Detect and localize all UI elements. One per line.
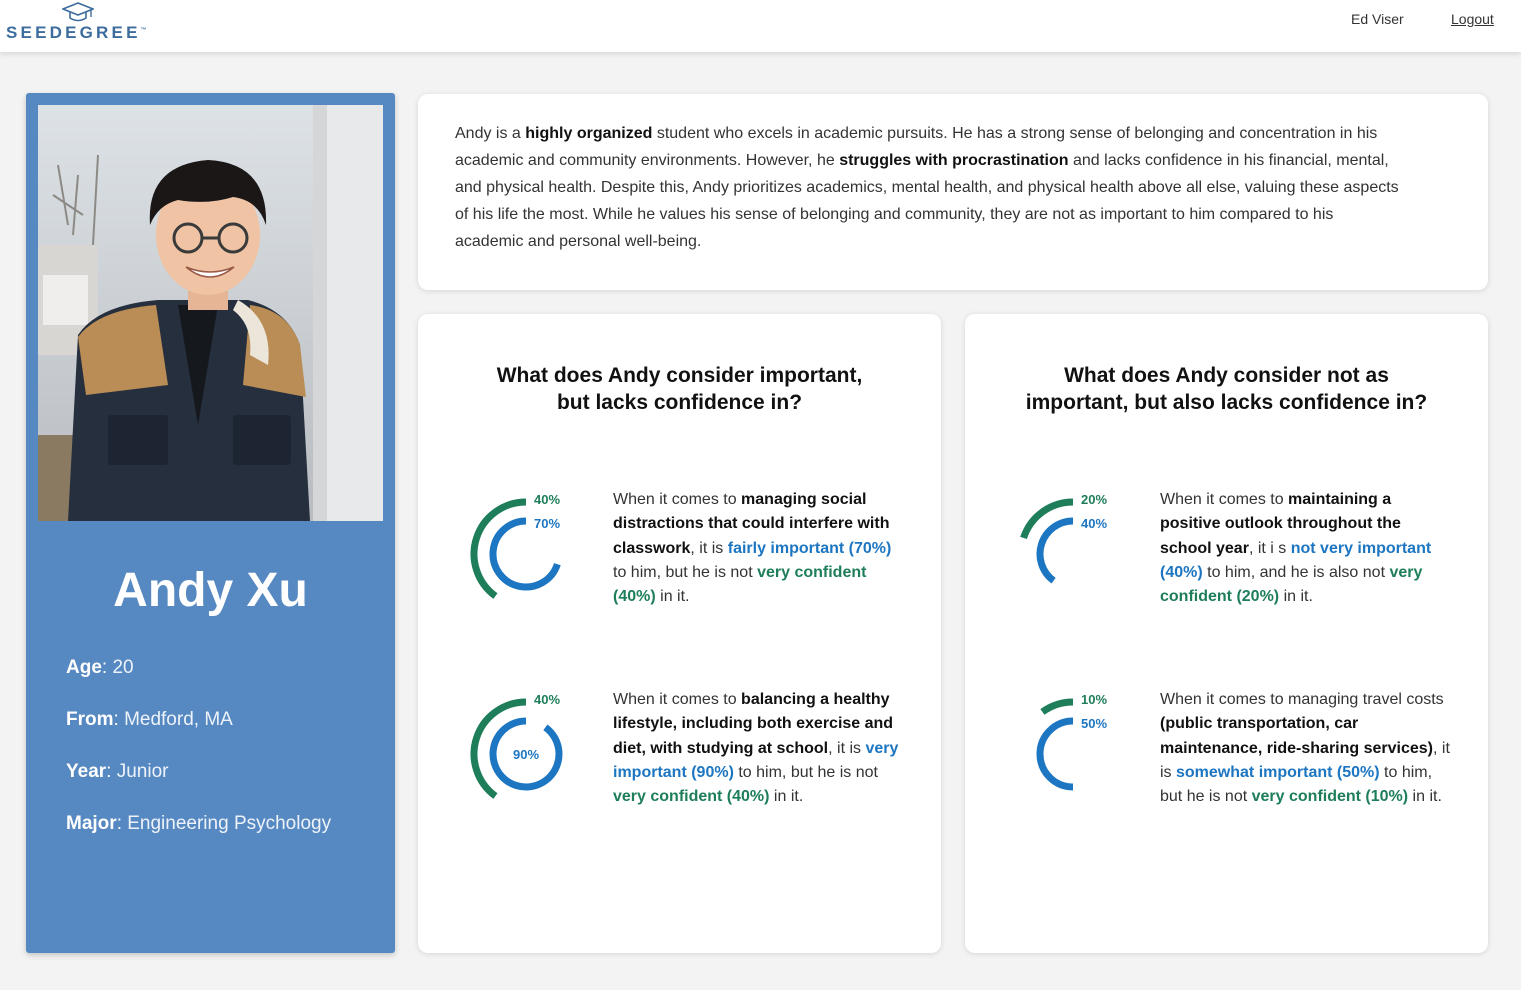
confidence-label: 40% <box>534 492 561 507</box>
profile-card <box>26 93 395 953</box>
profile-photo <box>38 105 383 521</box>
insight-text: When it comes to managing travel costs (public transportation, car maintenance, ride-sharing services), it is somewhat important (50%) to him, but he is not very confident (10%) in it. <box>1160 691 1450 806</box>
importance-arc <box>1040 721 1073 787</box>
insight-item <box>418 686 941 846</box>
logout-link[interactable]: Logout <box>1451 11 1494 27</box>
profile-age: Age: 20 <box>66 657 134 678</box>
insight-item <box>418 486 941 646</box>
insight-text: When it comes to balancing a healthy lifestyle, including both exercise and diet, with studying at school, it is very important (90%) to him, but he is not very confident (40%) in it. <box>613 691 899 806</box>
confidence-label: 20% <box>1081 492 1108 507</box>
gauge-chart <box>1015 686 1135 816</box>
summary-text: Andy is a highly organized student who excels in academic pursuits. He has a strong sense of belonging and concentration in his academic and community environments. However, he struggles with procrastination and lacks confidence in his financial, mental, and physical health. Despite this, Andy prioritizes academics, mental health, and physical health above all else, valuing these aspects of his life the most. While he values his sense of belonging and community, they are not as important to him compared to his academic and personal well-being. <box>455 125 1399 250</box>
insight-text: When it comes to maintaining a positive outlook throughout the school year, it i s not very important (40%) to him, and he is also not very confident (20%) in it. <box>1160 491 1432 606</box>
confidence-arc <box>474 502 526 596</box>
card-title: What does Andy consider not as important, but also lacks confidence in? <box>1025 364 1428 414</box>
importance-arc <box>1040 521 1073 581</box>
confidence-label: 40% <box>534 692 561 707</box>
seedegree-logo[interactable] <box>6 0 166 48</box>
top-navigation-bar <box>0 0 1521 52</box>
user-name: Ed Viser <box>1351 11 1404 27</box>
summary-card <box>418 94 1488 290</box>
importance-label: 70% <box>534 516 561 531</box>
gauge-chart <box>1015 486 1135 616</box>
confidence-arc <box>1042 702 1073 712</box>
important-low-confidence-card <box>418 314 941 953</box>
confidence-label: 10% <box>1081 692 1108 707</box>
insight-item <box>965 686 1488 846</box>
profile-name: Andy Xu <box>113 564 308 617</box>
importance-label: 90% <box>512 747 540 762</box>
importance-label: 50% <box>1081 716 1108 731</box>
profile-major: Major: Engineering Psychology <box>66 813 332 834</box>
importance-label: 40% <box>1081 516 1108 531</box>
profile-from: From: Medford, MA <box>66 709 233 730</box>
insight-text: When it comes to managing social distractions that could interfere with classwork, it is fairly important (70%) to him, but he is not very confident (40%) in it. <box>613 491 892 606</box>
card-title: What does Andy consider important, but lacks confidence in? <box>496 364 863 414</box>
graduation-cap-icon <box>62 2 94 24</box>
profile-year: Year: Junior <box>66 761 169 782</box>
gauge-chart <box>468 486 588 616</box>
less-important-low-confidence-card <box>965 314 1488 953</box>
insight-item <box>965 486 1488 646</box>
logo-wordmark: SEEDEGREE™ <box>6 23 147 42</box>
gauge-chart <box>468 686 588 816</box>
